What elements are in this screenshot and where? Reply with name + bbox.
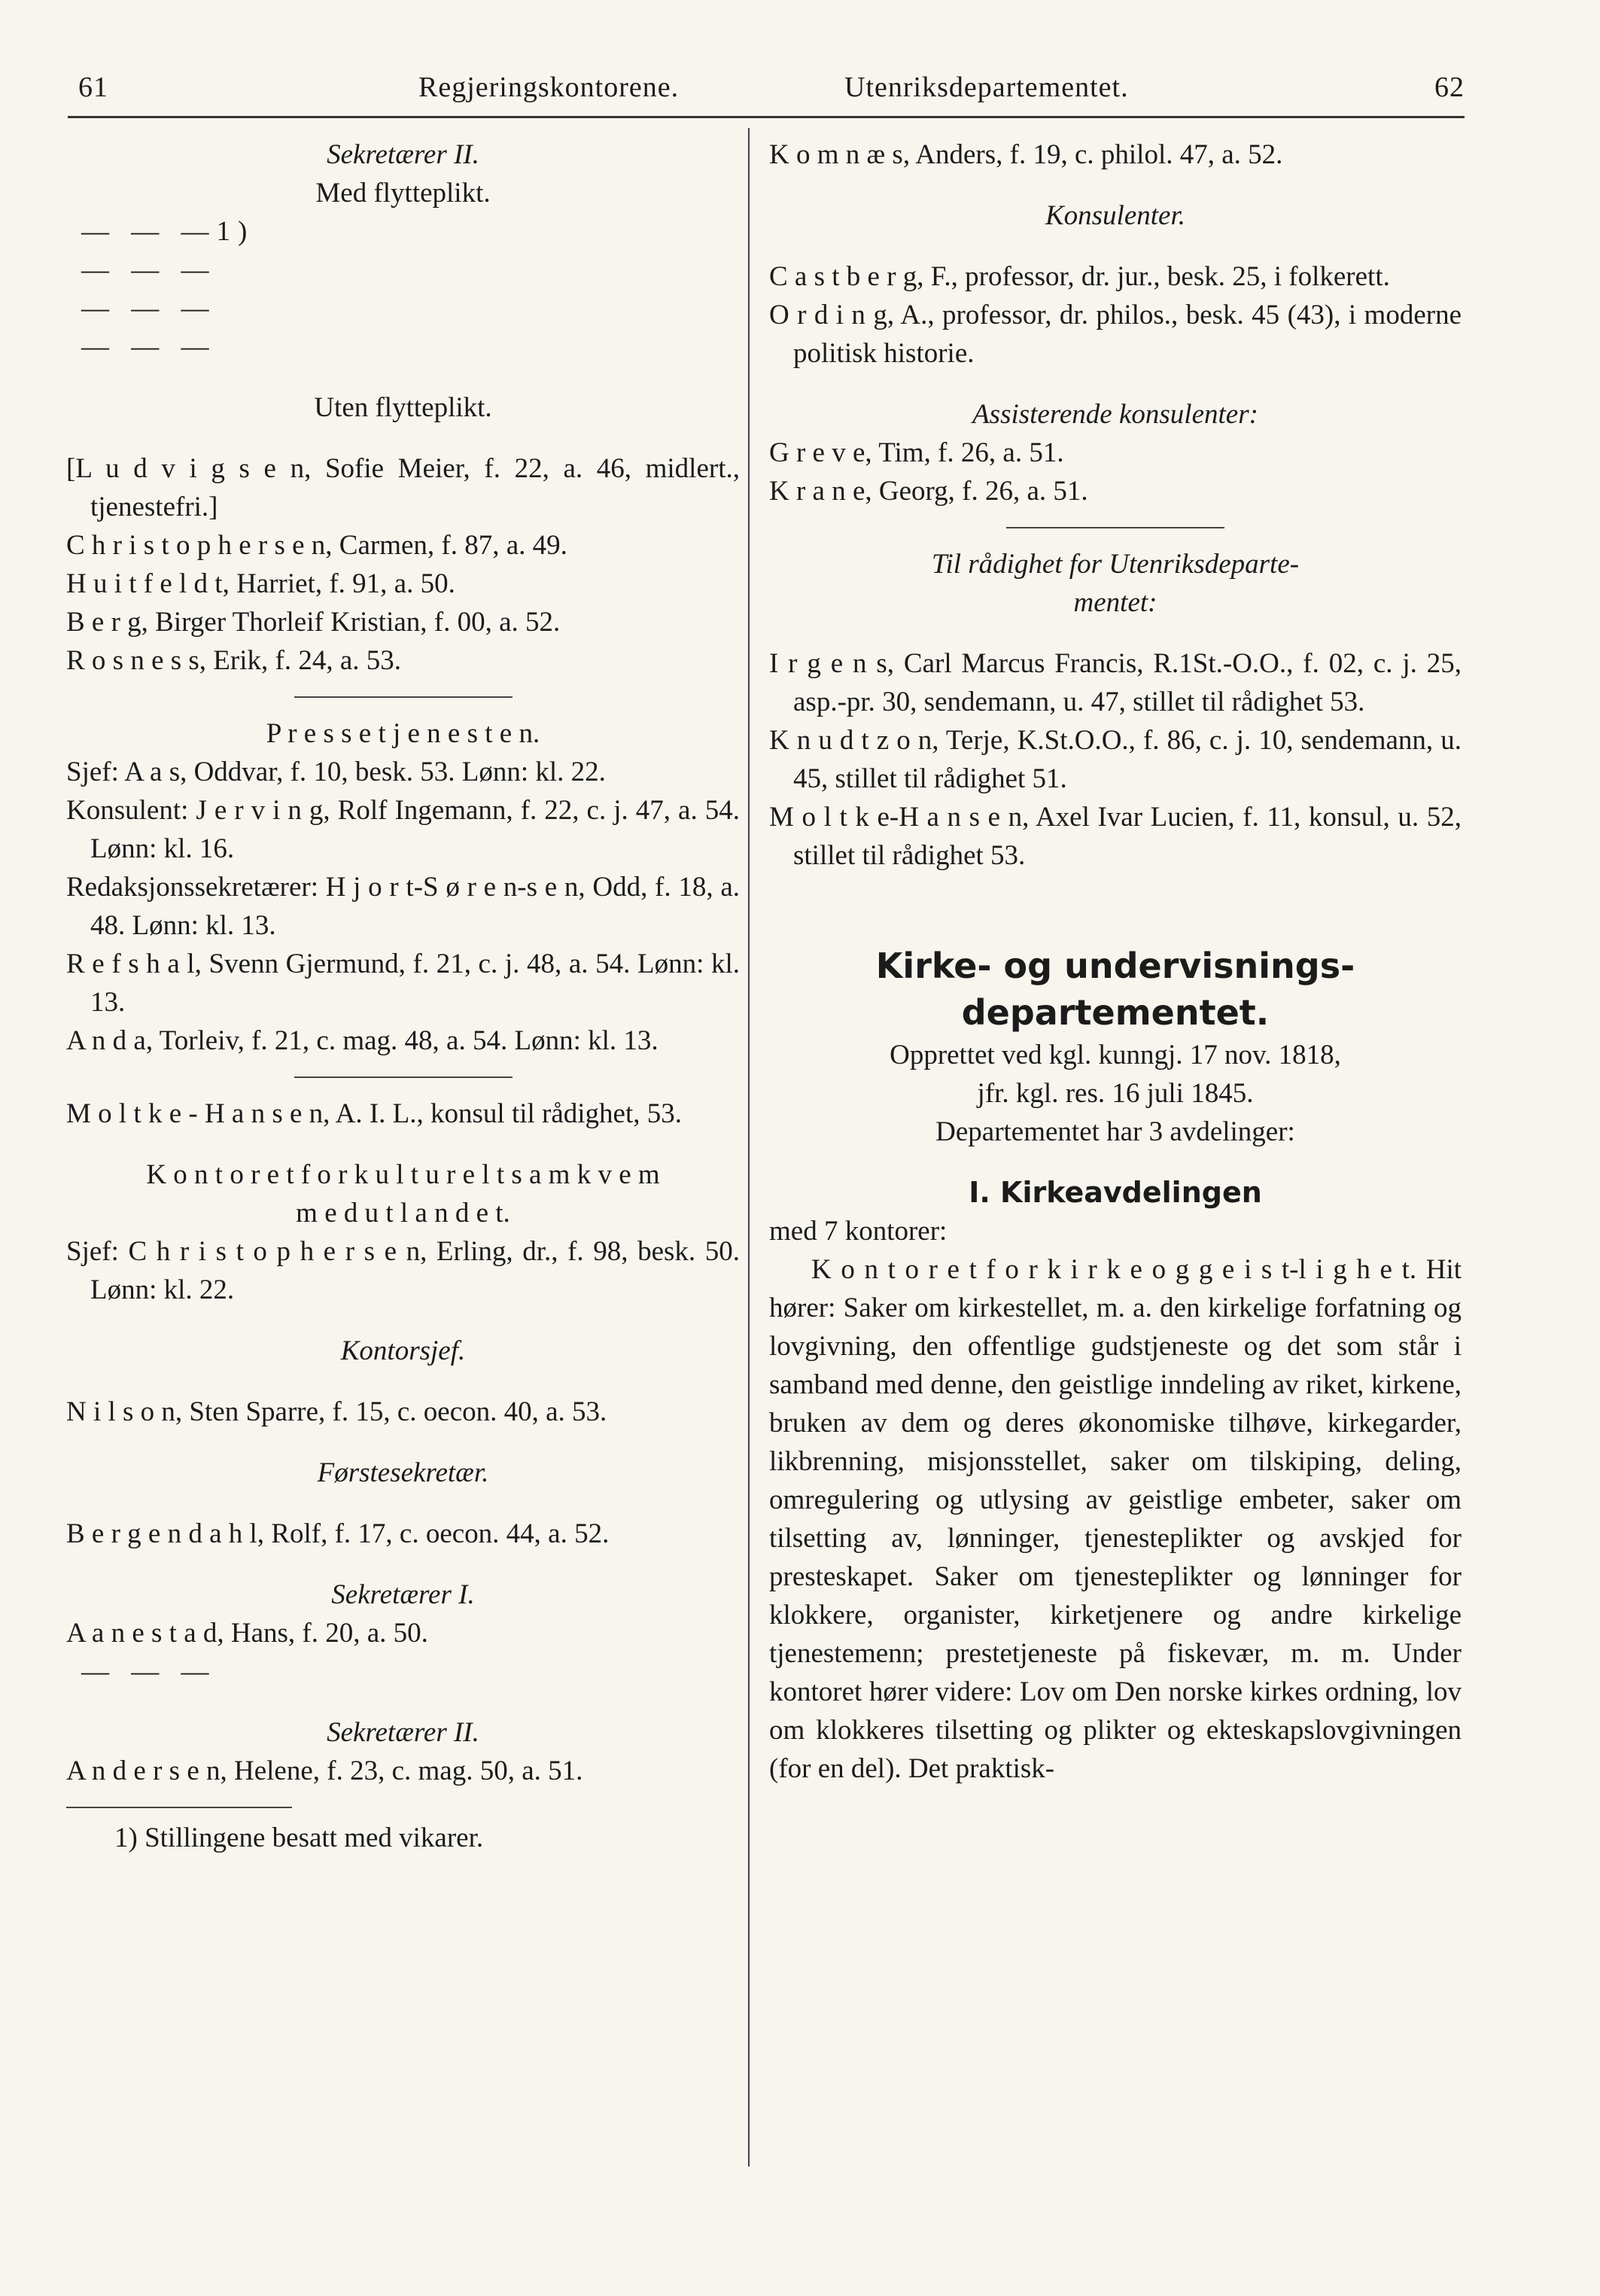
left-column [66, 136, 740, 1857]
list-item: R e f s h a l, Svenn Gjermund, f. 21, c. j. 48, a. 54. Lønn: kl. 13. [66, 949, 740, 1018]
list-item: G r e v e, Tim, f. 26, a. 51. [769, 437, 1064, 468]
list-item: A n d a, Torleiv, f. 21, c. mag. 48, a. 54. Lønn: kl. 13. [66, 1025, 659, 1056]
division-heading: I. Kirkeavdelingen [969, 1176, 1262, 1209]
subheading: Uten flytteplikt. [314, 392, 492, 423]
vacancy-dash: — — — [81, 254, 217, 285]
list-item: A n d e r s e n, Helene, f. 23, c. mag. 50, a. 51. [66, 1755, 583, 1786]
section-heading: Til rådighet for Utenriksdeparte- [931, 549, 1300, 580]
list-item: H u i t f e l d t, Harriet, f. 91, a. 50. [66, 568, 455, 599]
list-item: K r a n e, Georg, f. 26, a. 51. [769, 476, 1088, 507]
office-name: K o n t o r e t f o r k i r k e o g g e i s t-l i g h e t. [811, 1254, 1417, 1285]
list-item: B e r g, Birger Thorleif Kristian, f. 00, a. 52. [66, 607, 561, 638]
vacancy-dash: — — — [81, 293, 217, 324]
list-item: [L u d v i g s e n, Sofie Meier, f. 22, a. 46, midlert., tjenestefri.] [66, 453, 740, 522]
office-description [769, 1250, 1462, 1788]
list-item: M o l t k e - H a n s e n, A. I. L., konsul til rådighet, 53. [66, 1098, 683, 1129]
divisions-note: Departementet har 3 avdelinger: [935, 1116, 1295, 1147]
section-heading: mentet: [1073, 587, 1157, 618]
section-heading: P r e s s e t j e n e s t e n. [266, 718, 540, 749]
list-item: Sjef: C h r i s t o p h e r s e n, Erling, dr., f. 98, besk. 50. Lønn: kl. 22. [66, 1236, 740, 1305]
page-number-right: 62 [1434, 72, 1465, 103]
header-rule [68, 116, 1465, 118]
vacancy-dash: — — — [81, 331, 217, 362]
header-title-right: Utenriksdepartementet. [844, 72, 1129, 103]
list-item: B e r g e n d a h l, Rolf, f. 17, c. oecon. 44, a. 52. [66, 1518, 610, 1549]
subheading: Med flytteplikt. [315, 178, 491, 209]
section-heading: Førstesekretær. [317, 1457, 489, 1488]
section-heading: Sekretærer II. [327, 139, 479, 170]
department-title: departementet. [961, 992, 1270, 1033]
list-item: R o s n e s s, Erik, f. 24, a. 53. [66, 645, 401, 676]
section-heading: K o n t o r e t f o r k u l t u r e l t s a m k v e m [146, 1159, 660, 1190]
list-item: O r d i n g, A., professor, dr. philos., besk. 45 (43), i moderne politisk historie. [769, 300, 1462, 369]
divider [294, 696, 513, 698]
vacancy-dash: — — —1) [81, 216, 255, 247]
page-number-left: 61 [78, 72, 108, 103]
list-item: M o l t k e-H a n s e n, Axel Ivar Lucien, f. 11, konsul, u. 52, stillet til rådighet 53. [769, 802, 1462, 871]
section-heading: m e d u t l a n d e t. [296, 1198, 510, 1229]
office-body: Hit hører: Saker om kirkestellet, m. a. den kirkelige forfatning og lovgivning, den offentlige gudstjeneste og det som står i samband med denne, den geistlige inndeling av riket, kirkene, bruken av dem og deres økonomiske tilhøve, kirkegarder, likbrenning, misjonsstellet, saker om tilskiping, deling, omregulering og utlysing av geistlige embeter, saker om tilsetting av, lønninger, tjenesteplikter og avskjed for presteskapet. Saker om tjenesteplikter og lønninger for klokkere, organister, kirketjenere og andre kirkelige tjenestemenn; prestetjeneste på fiskevær, m. m. Under kontoret hører videre: Lov om Den norske kirkes ordning, lov om klokkeres tilsetting og plikter og ekteskapslovgivningen (for en del). Det praktisk- [769, 1254, 1462, 1784]
list-item: K n u d t z o n, Terje, K.St.O.O., f. 86, c. j. 10, sendemann, u. 45, stillet til rådighet 51. [769, 725, 1462, 794]
section-heading: Assisterende konsulenter: [972, 399, 1258, 430]
section-heading: Konsulenter. [1045, 200, 1186, 231]
list-item: Sjef: A a s, Oddvar, f. 10, besk. 53. Lønn: kl. 22. [66, 757, 606, 787]
vacancy-dash: — — — [81, 1656, 217, 1687]
list-item: K o m n æ s, Anders, f. 19, c. philol. 47, a. 52. [769, 139, 1283, 170]
list-item: Konsulent: J e r v i n g, Rolf Ingemann, f. 22, c. j. 47, a. 54. Lønn: kl. 16. [66, 795, 740, 864]
header-title-left: Regjeringskontorene. [418, 72, 680, 103]
list-item: C a s t b e r g, F., professor, dr. jur., besk. 25, i folkerett. [769, 261, 1390, 292]
founding-note: jfr. kgl. res. 16 juli 1845. [977, 1078, 1254, 1109]
footnote-mark: 1) [114, 1822, 138, 1853]
right-column [769, 136, 1462, 1788]
list-item: A a n e s t a d, Hans, f. 20, a. 50. [66, 1618, 428, 1649]
section-heading: Sekretærer I. [331, 1579, 475, 1610]
list-item: Redaksjonssekretærer: H j o r t-S ø r e n-s e n, Odd, f. 18, a. 48. Lønn: kl. 13. [66, 872, 740, 941]
department-title: Kirke- og undervisnings- [875, 946, 1355, 986]
founding-note: Opprettet ved kgl. kunngj. 17 nov. 1818, [890, 1040, 1341, 1070]
footnote-text: Stillingene besatt med vikarer. [144, 1822, 484, 1853]
divider [1006, 527, 1224, 528]
list-item: N i l s o n, Sten Sparre, f. 15, c. oecon. 40, a. 53. [66, 1396, 607, 1427]
offices-note: med 7 kontorer: [769, 1216, 948, 1247]
divider [294, 1076, 513, 1078]
list-item: I r g e n s, Carl Marcus Francis, R.1St.-O.O., f. 02, c. j. 25, asp.-pr. 30, sendemann, u. 47, stillet til rådighet 53. [769, 648, 1462, 717]
section-heading: Kontorsjef. [340, 1335, 466, 1366]
running-header [78, 71, 1465, 116]
list-item: C h r i s t o p h e r s e n, Carmen, f. 87, a. 49. [66, 530, 567, 561]
section-heading: Sekretærer II. [327, 1717, 479, 1748]
column-divider [748, 128, 750, 2167]
footnote [66, 1819, 740, 1857]
footnote-rule [66, 1807, 292, 1808]
